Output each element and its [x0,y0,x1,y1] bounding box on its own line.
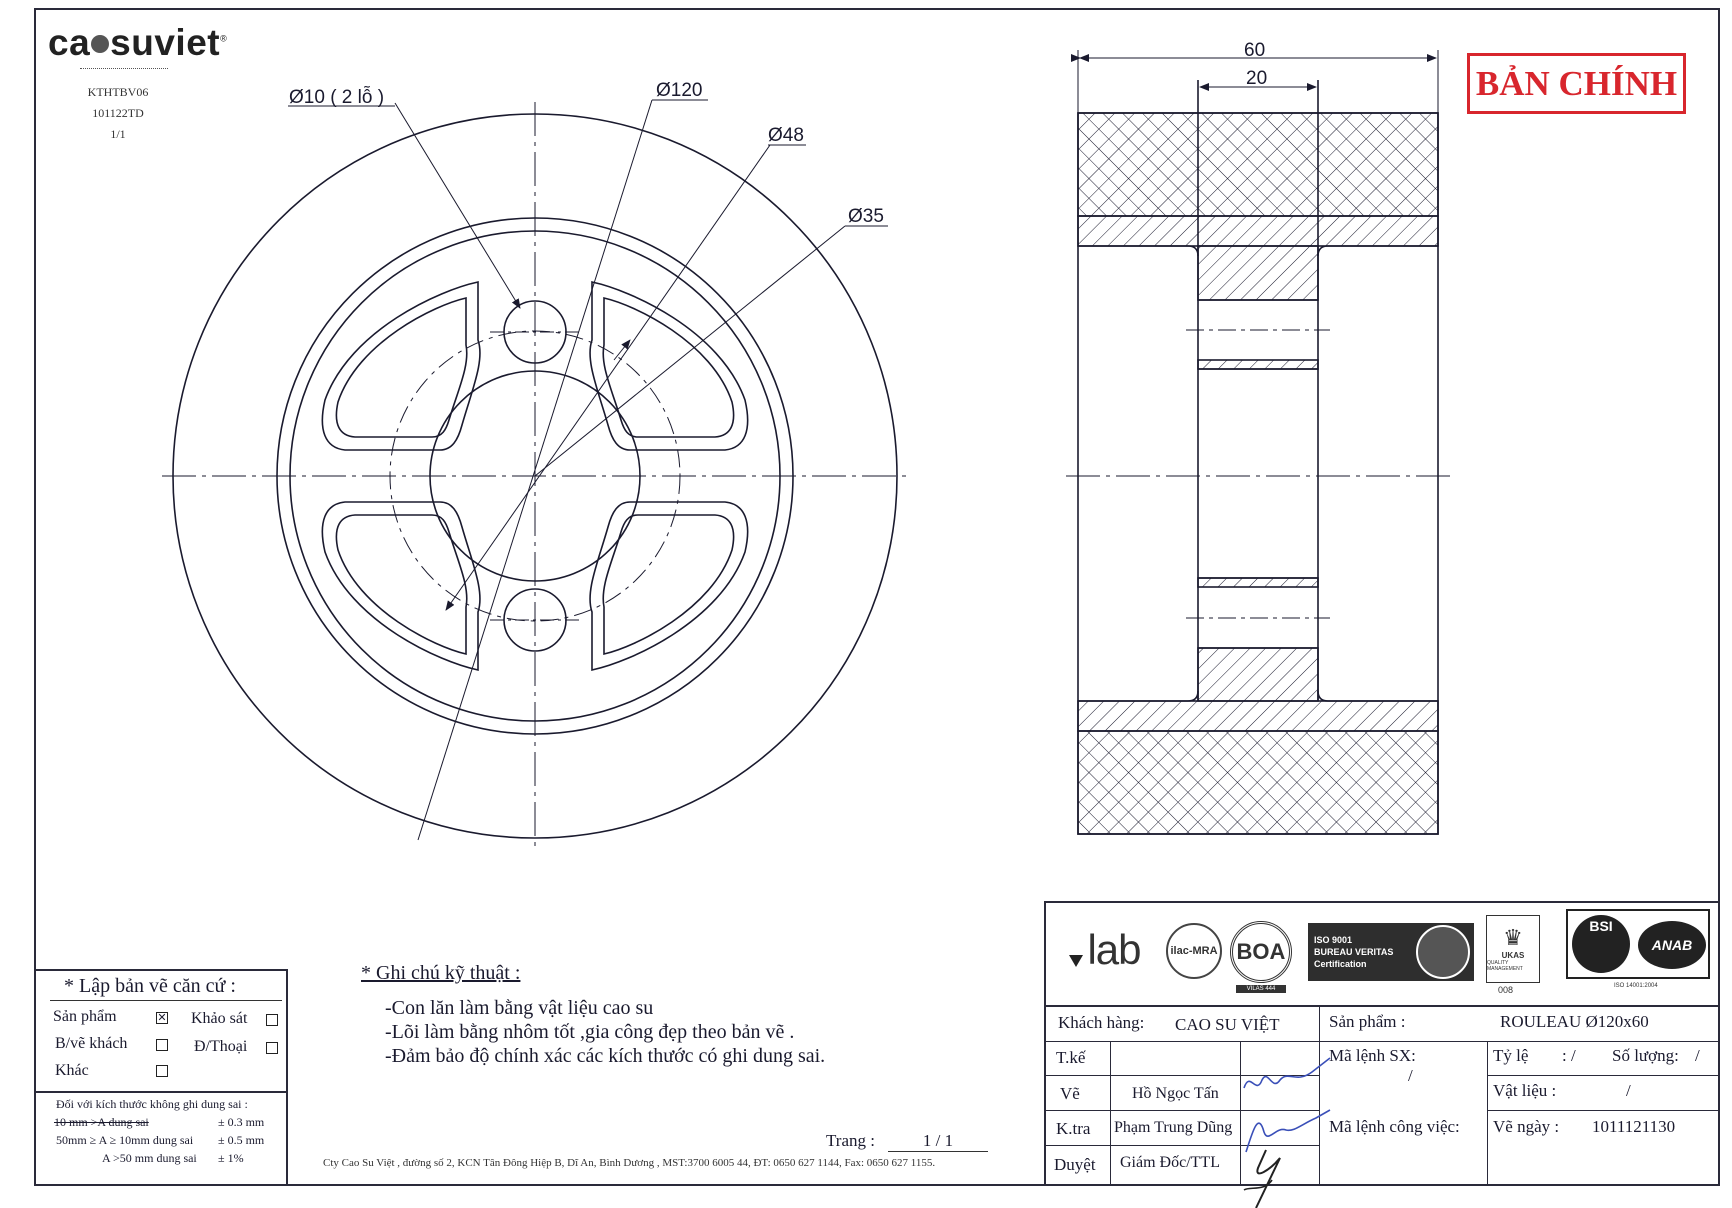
callout-d120: Ø120 [656,80,703,101]
bsi-standard: ISO 14001:2004 [1614,983,1658,989]
tolerance-range-3: A >50 mm dung sai [102,1151,197,1165]
hub-rim-top [1078,216,1438,246]
ukas-logo: ♛ UKAS QUALITY MANAGEMENT [1486,915,1540,983]
rubber-band-bottom [1078,731,1438,834]
front-view-labels [288,80,888,227]
hub-web-top [1198,246,1318,300]
bsi-anab-logo [1566,909,1710,979]
boa-accreditation-logo: BOA [1230,921,1292,983]
callout-d35: Ø35 [848,206,884,227]
tolerance-value-2: ± 0.5 mm [218,1133,265,1147]
checkbox-product[interactable]: ✕ [157,1011,167,1024]
callout-d48: Ø48 [768,125,804,146]
company-logo: ca suviet® [48,22,228,63]
basis-label-survey: Khảo sát [191,1010,248,1027]
quantity-value: / [1695,1046,1700,1065]
pocket-lower-left [322,502,480,670]
drawing-basis-box [34,969,288,1186]
pocket-lower-right [590,502,748,670]
note-line-2: -Lõi làm bằng nhôm tốt ,gia công đẹp theo bản vẽ . [385,1021,795,1043]
vilas-label: VILAS 444 [1236,985,1286,993]
basis-label-product: Sản phẩm [53,1008,117,1025]
tb-rule-3b [1487,1075,1718,1076]
job-order-label: Mã lệnh công việc: [1329,1117,1460,1136]
checkbox-customer-drawing[interactable] [156,1039,168,1051]
dim-20: 20 [1246,68,1268,89]
original-copy-stamp: BẢN CHÍNH [1467,53,1686,114]
doc-sheet: 1/1 [110,127,126,141]
customer-label: Khách hàng: [1058,1013,1145,1032]
bureau-veritas-logo: ISO 9001 BUREAU VERITAS Certification [1308,923,1474,981]
bureau-veritas-seal-icon [1416,925,1470,979]
drawn-by: Hồ Ngọc Tấn [1132,1085,1219,1102]
doc-ref: 101122TD [92,106,144,120]
basis-title: * Lập bản vẽ căn cứ : [64,975,236,997]
production-order-value: / [1408,1066,1413,1085]
basis-label-customer-drawing: B/vẽ khách [55,1035,128,1052]
front-view [162,100,912,850]
pocket-upper-right [590,282,748,450]
checked-by: Phạm Trung Dũng [1114,1119,1233,1136]
product-value: ROULEAU Ø120x60 [1500,1012,1649,1031]
tolerance-title: Đối với kích thước không ghi dung sai : [56,1097,248,1111]
hub-thin-top [1198,360,1318,369]
hub-thin-bottom [1198,578,1318,587]
note-line-1: -Con lăn làm bằng vật liệu cao su [385,997,654,1019]
hub-rim-bottom [1078,701,1438,731]
scale-value: : / [1562,1046,1576,1065]
customer-value: CAO SU VIỆT [1175,1015,1280,1034]
product-label: Sản phẩm : [1329,1012,1406,1031]
tb-rule-4b [1487,1110,1718,1111]
pocket-upper-left [322,282,480,450]
leader-d48 [446,145,770,610]
ilab-logo: lab [1060,925,1150,975]
bsi-mark-icon: BSI [1572,915,1630,973]
tolerance-range-1: 10 mm >A dung sai [54,1115,149,1129]
side-view [1066,50,1450,834]
approved-by: Giám Đốc/TTL [1120,1154,1220,1171]
company-address: Cty Cao Su Việt , đường số 2, KCN Tân Đông Hiệp B, Dĩ An, Bình Dương , MST:3700 6005 44, ĐT: 0650 627 1144, Fax: 0650 627 1155. [323,1157,936,1169]
certification-logos [1046,903,1718,1005]
material-value: / [1626,1081,1631,1100]
scale-label: Tỷ lệ [1493,1046,1529,1065]
anab-mark-icon: ANAB [1638,921,1706,969]
tolerance-range-2: 50mm ≥ A ≥ 10mm dung sai [56,1133,194,1147]
checked-label: K.tra [1056,1119,1091,1138]
checkbox-survey[interactable] [266,1014,278,1026]
rubber-band-top [1078,113,1438,216]
draw-date-label: Vẽ ngày : [1493,1117,1560,1136]
crown-icon: ♛ [1503,926,1523,951]
basis-label-phone: Đ/Thoại [194,1038,248,1055]
hub-web-bottom [1198,648,1318,701]
leader-d35 [535,226,845,476]
basis-label-other: Khác [55,1062,89,1079]
page-label: Trang : [826,1131,875,1150]
ukas-number: 008 [1498,985,1514,995]
basis-title-rule [50,1000,282,1001]
leader-d10 [395,103,520,308]
tb-rule-2 [1046,1041,1718,1042]
checkbox-phone[interactable] [266,1042,278,1054]
tb-rule-1 [1046,1005,1718,1007]
callout-d10: Ø10 ( 2 lỗ ) [289,87,385,108]
doc-code: KTHTBV06 [87,85,149,99]
approved-label: Duyệt [1054,1155,1096,1174]
basis-separator [36,1091,286,1093]
drawn-label: Vẽ [1060,1084,1080,1103]
tb-col-1 [1110,1041,1111,1186]
design-label: T.kế [1056,1048,1086,1067]
material-label: Vật liệu : [1493,1081,1557,1100]
tolerance-value-3: ± 1% [218,1151,244,1165]
note-line-3: -Đảm bảo độ chính xác các kích thước có ghi dung sai. [385,1045,826,1067]
checkbox-other[interactable] [156,1065,168,1077]
draw-date-value: 1011121130 [1592,1117,1676,1136]
quantity-label: Số lượng: [1612,1046,1679,1065]
triangle-icon [1069,955,1083,967]
ilac-mra-logo: ilac-MRA [1166,923,1222,979]
tb-col-4 [1487,1041,1488,1186]
production-order-label: Mã lệnh SX: [1329,1046,1416,1065]
signature-marks [1236,1040,1336,1208]
page-number: 1 / 1 [888,1131,988,1152]
dim-60: 60 [1244,40,1266,61]
tolerance-value-1: ± 0.3 mm [218,1115,265,1129]
technical-notes-title: * Ghi chú kỹ thuật : [361,962,521,984]
